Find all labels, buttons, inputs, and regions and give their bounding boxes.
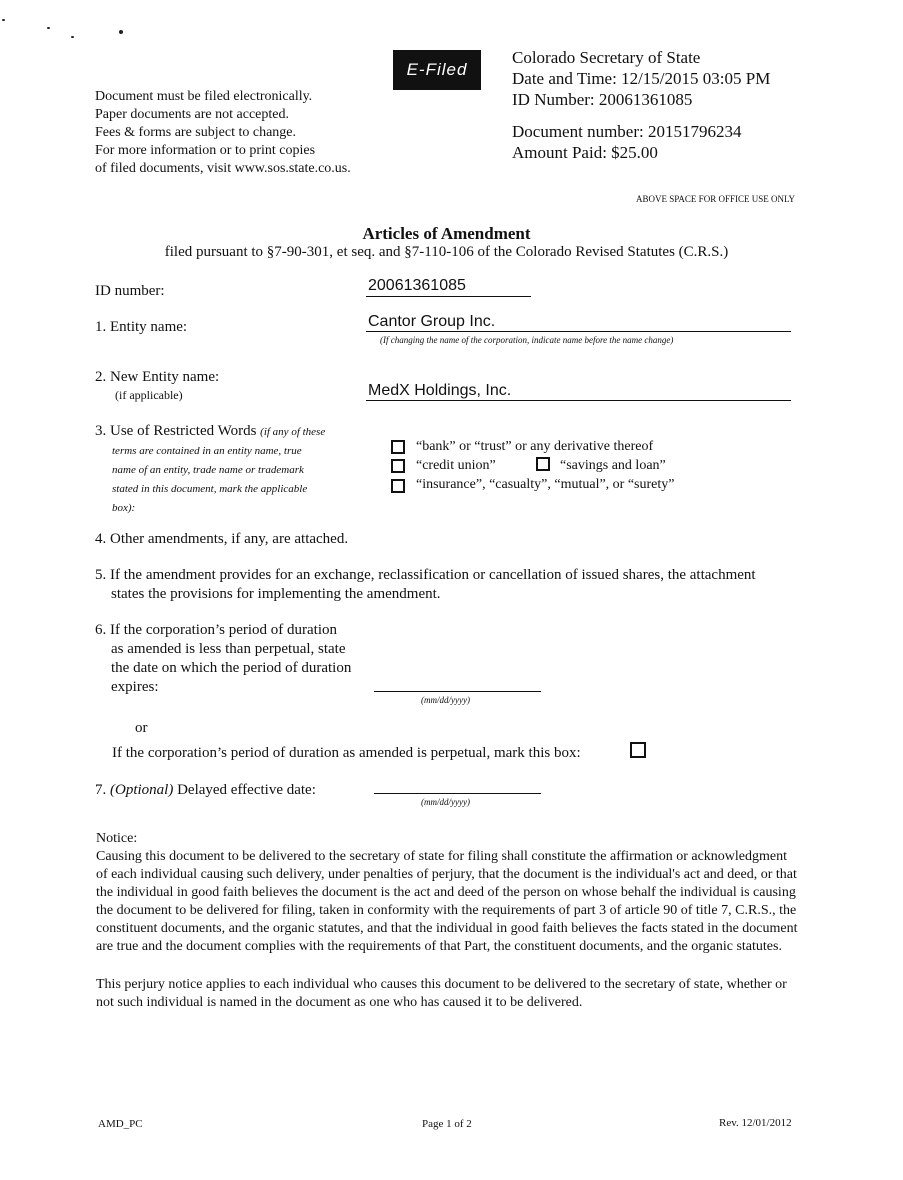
form-subtitle: filed pursuant to §7-90-301, et seq. and §7-110-106 of the Colorado Revised Statutes (C.R.S.) xyxy=(164,244,729,260)
scan-speck xyxy=(71,36,74,38)
restricted-words-hint-line: stated in this document, mark the applicable xyxy=(112,483,308,495)
duration-line: the date on which the period of duration xyxy=(111,660,352,676)
id-number-label: ID number: xyxy=(95,283,165,299)
entity-name-hint: (If changing the name of the corporation, indicate name before the name change) xyxy=(380,335,674,345)
notice-section xyxy=(96,830,802,1012)
entity-name-underline xyxy=(366,331,791,332)
new-entity-name-sub: (if applicable) xyxy=(115,388,183,402)
id-number-underline xyxy=(366,296,531,297)
restricted-words-hint-line: terms are contained in an entity name, true xyxy=(112,445,302,457)
credit-union-checkbox[interactable] xyxy=(391,459,405,473)
bank-trust-label: “bank” or “trust” or any derivative thereof xyxy=(416,439,654,454)
savings-loan-checkbox[interactable] xyxy=(536,457,550,471)
e-filed-stamp: E-Filed xyxy=(393,50,481,90)
filing-requirements xyxy=(95,88,395,178)
requirement-line: Paper documents are not accepted. xyxy=(95,107,289,122)
new-entity-name-value[interactable]: MedX Holdings, Inc. xyxy=(368,382,512,399)
perpetual-label: If the corporation’s period of duration as amended is perpetual, mark this box: xyxy=(112,745,581,761)
footer-form-code: AMD_PC xyxy=(98,1118,143,1130)
restricted-words-hint-line: name of an entity, trade name or trademark xyxy=(112,464,304,476)
scan-speck xyxy=(2,19,5,21)
delayed-date-format: (mm/dd/yyyy) xyxy=(421,797,470,807)
insurance-checkbox[interactable] xyxy=(391,479,405,493)
new-entity-name-underline xyxy=(366,400,791,401)
scan-speck xyxy=(47,27,50,29)
footer-revision: Rev. 12/01/2012 xyxy=(719,1117,792,1129)
entity-name-value[interactable]: Cantor Group Inc. xyxy=(368,313,496,330)
requirement-line: Fees & forms are subject to change. xyxy=(95,125,296,140)
restricted-words-hint-line: box): xyxy=(112,502,136,514)
requirement-line: For more information or to print copies xyxy=(95,143,316,158)
document-number: Document number: 20151796234 xyxy=(512,122,742,141)
filing-id-number: ID Number: 20061361085 xyxy=(512,90,693,109)
duration-line: as amended is less than perpetual, state xyxy=(111,641,346,657)
expiration-date-format: (mm/dd/yyyy) xyxy=(421,695,470,705)
delayed-effective-date-field[interactable] xyxy=(374,793,541,794)
item7-optional: (Optional) xyxy=(110,782,174,798)
entity-name-label: 1. Entity name: xyxy=(95,319,188,335)
scan-speck xyxy=(119,30,123,34)
duration-line: expires: xyxy=(111,679,159,695)
id-number-value[interactable]: 20061361085 xyxy=(368,277,466,294)
notice-heading: Notice: xyxy=(96,831,138,846)
restricted-words-label: 3. Use of Restricted Words xyxy=(95,423,257,439)
duration-question xyxy=(95,621,385,697)
duration-line: 6. If the corporation’s period of duration xyxy=(95,622,338,638)
filing-date-time: Date and Time: 12/15/2015 03:05 PM xyxy=(512,69,771,88)
requirement-line: of filed documents, visit www.sos.state.co.us. xyxy=(95,161,351,176)
filing-info xyxy=(512,47,892,163)
footer-page-number: Page 1 of 2 xyxy=(422,1118,472,1130)
form-title: Articles of Amendment xyxy=(362,224,531,243)
other-amendments-text: 4. Other amendments, if any, are attached. xyxy=(95,531,349,547)
or-label: or xyxy=(135,720,148,736)
restricted-words-section xyxy=(95,422,355,518)
notice-paragraph-2: This perjury notice applies to each individual who causes this document to be delivered to the secretary of state, whether or not such individual is named in the document as one who has caused it to be delivered. xyxy=(96,977,787,1010)
notice-paragraph-1: Causing this document to be delivered to the secretary of state for filing shall constitute the affirmation or acknowledgment of each individual causing such delivery, under penalties of perjury, that the document is the individual's act and deed, or that the individual in good faith believes the document is the act and deed of the person on whose behalf the individual is causing the document to be delivered for filing, taken in conformity with the requirements of part 3 of article 90 of title 7, C.R.S., the constituent documents, and the organic statutes, and that the individual in good faith believes the facts stated in the document are true and the document complies with the requirements of that Part, the constituent documents, and the organic statutes. xyxy=(96,849,798,954)
item7-number: 7. xyxy=(95,782,107,798)
shares-provision-line1: 5. If the amendment provides for an exchange, reclassification or cancellation of issued shares, the attachment xyxy=(95,567,756,583)
insurance-label: “insurance”, “casualty”, “mutual”, or “surety” xyxy=(416,477,675,492)
credit-union-label: “credit union” xyxy=(416,458,496,473)
shares-provision-line2: states the provisions for implementing the amendment. xyxy=(111,586,441,602)
item7-text: Delayed effective date: xyxy=(177,782,316,798)
perpetual-checkbox[interactable] xyxy=(630,742,646,758)
restricted-words-hint-start: (if any of these xyxy=(260,426,326,438)
delayed-effective-date-label xyxy=(95,781,316,800)
office-use-note: ABOVE SPACE FOR OFFICE USE ONLY xyxy=(636,194,796,204)
amount-paid: Amount Paid: $25.00 xyxy=(512,143,658,162)
new-entity-name-label: 2. New Entity name: xyxy=(95,369,220,385)
savings-loan-label: “savings and loan” xyxy=(560,458,666,473)
expiration-date-field[interactable] xyxy=(374,691,541,692)
requirement-line: Document must be filed electronically. xyxy=(95,89,313,104)
office-name: Colorado Secretary of State xyxy=(512,48,701,67)
bank-trust-checkbox[interactable] xyxy=(391,440,405,454)
